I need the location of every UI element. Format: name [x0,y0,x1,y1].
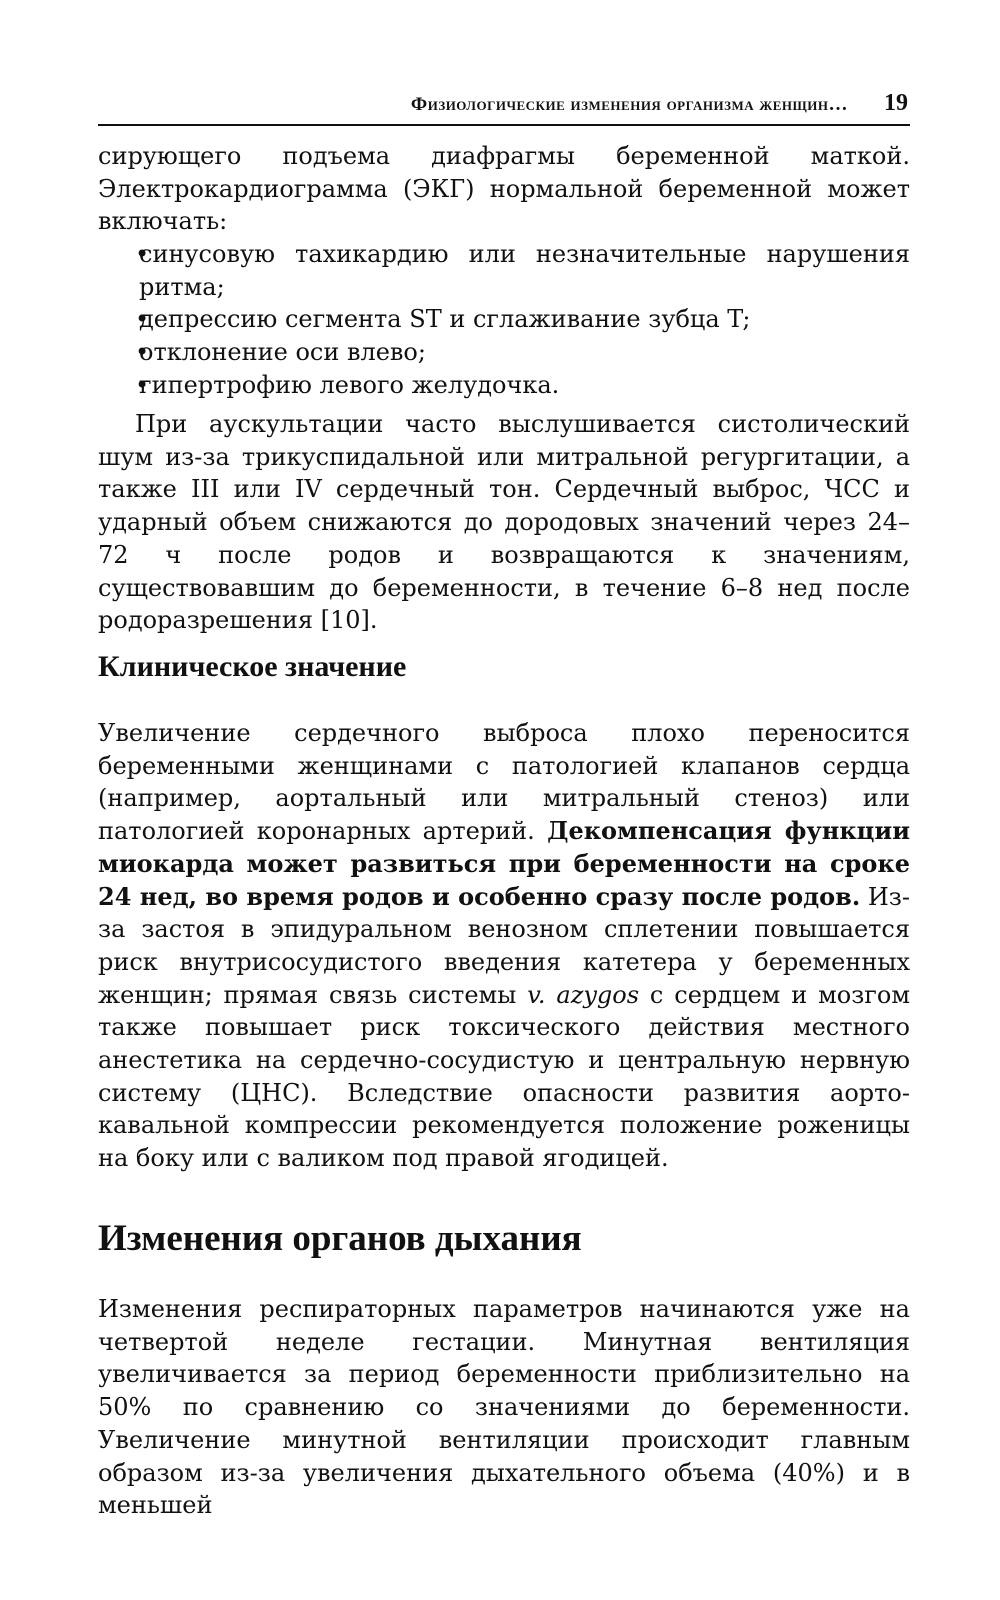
list-item: • гипертрофию левого желудочка. [98,369,910,402]
ecg-findings-list [98,238,910,402]
paragraph-respiratory: Изменения респираторных параметров начинаются уже на четвертой неделе гестации. Минутная вентиляция увеличивается за период беременности приблизительно на 50% по сравнению со значениями до беременности. Увеличение минутной вентиляции происходит главным образом из-за увеличения дыхательного объема (40%) и в меньшей [98,1295,910,1520]
page-header [98,88,910,126]
page-number: 19 [884,90,908,116]
text-run: с сердцем и мозгом также повышает риск токсического действия местного анестетика на сердечно-сосудистую и центральную нервную систему (ЦНС). Вследствие опасности развития аорто-кавальной компрессии рекомендуется положение роженицы на боку или с валиком под правой ягодицей. [98,980,910,1173]
section-subheading: Клиническое значение [98,650,407,683]
list-item: • депрессию сегмента ST и сглаживание зубца T; [98,303,910,336]
paragraph-clinical-significance [98,717,910,1175]
list-item: • синусовую тахикардию или незначительные нарушения ритма; [98,238,910,303]
running-title: Физиологические изменения организма женщин… [410,94,848,115]
italic-term: v. azygos [527,980,640,1009]
section-heading: Изменения органов дыхания [98,1218,582,1259]
text-run: Из-за застоя в эпидуральном венозном сплетении повышается риск внутрисосудистого введения катетера у беременных женщин; прямая связь системы [98,882,910,1009]
paragraph-ecg-intro: сирующего подъема диафрагмы беременной маткой. Электрокардиограмма (ЭКГ) нормальной беременной может включать: [98,142,910,236]
list-item: • отклонение оси влево; [98,336,910,369]
text-run: Увеличение сердечного выброса плохо переносится беременными женщинами с патологией клапанов сердца (например, аортальный или митральный стеноз) или патологией коронарных артерий. [98,719,910,846]
paragraph-auscultation: При аускультации часто выслушивается систолический шум из-за трикуспидальной или митральной регургитации, а также III или IV сердечный тон. Сердечный выброс, ЧСС и ударный объем снижаются до дородовых значений через 24–72 ч после родов и возвращаются к значениям, существовавшим до беременности, в течение 6–8 нед после родоразрешения [10]. [98,410,910,635]
bold-emphasis: Декомпенсация функции миокарда может развиться при беременности на сроке 24 нед, во время родов и особенно сразу после родов. [98,816,910,911]
